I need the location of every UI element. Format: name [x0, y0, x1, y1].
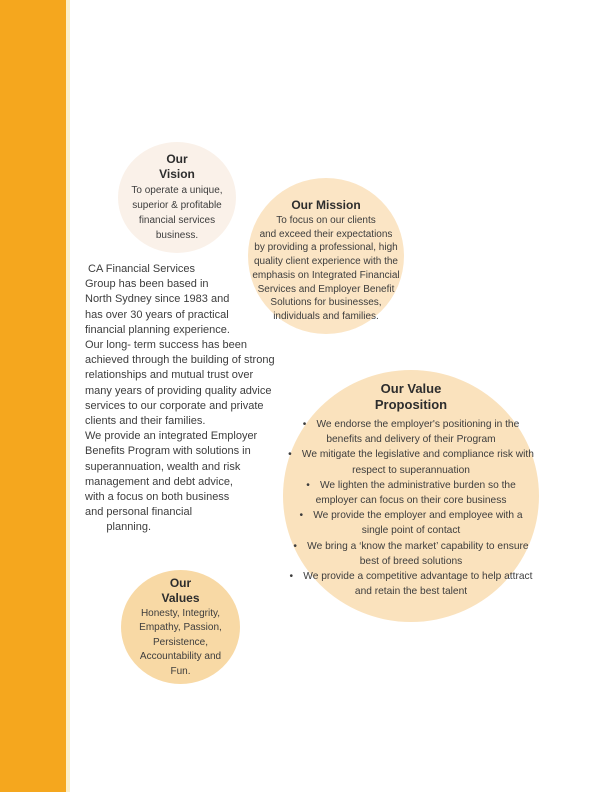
left-accent-bar [0, 0, 66, 792]
value-proposition-circle [283, 370, 539, 622]
values-text: Honesty, Integrity, Empathy, Passion, Persistence, Accountability and Fun. [139, 608, 222, 677]
company-overview-paragraph: CA Financial Services Group has been based in North Sydney since 1983 and has over 30 years of practical financial planning experience. Our long- term success has been achieved through the building of strong relationships and mutual trust over many years of providing quality advice services to our corporate and private clients and their families. We provide an integrated Employer Benefits Program with solutions in superannuation, wealth and risk management and debt advice, with a focus on both business and personal financial planning. [85, 263, 275, 534]
vision-circle [118, 142, 236, 253]
vision-text: To operate a unique, superior & profitable financial services business. [131, 185, 223, 241]
value-prop-bullet-item: • We provide the employer and employee with a single point of contact [299, 510, 523, 537]
value-proposition-title: Our Value Proposition [374, 381, 448, 412]
values-circle [121, 570, 240, 684]
value-prop-bullet-item: • We endorse the employer's positioning in the benefits and delivery of their Program [302, 419, 520, 446]
vision-title: Our Vision [159, 152, 195, 181]
value-prop-bullet-item: • We lighten the administrative burden so the employer can focus on their core business [306, 479, 516, 507]
value-prop-bullet-item: • We provide a competitive advantage to help attract and retain the best talent [289, 571, 533, 598]
value-prop-bullet-item: • We mitigate the legislative and compliance risk with respect to superannuation [288, 449, 534, 476]
values-title: Our Values [161, 576, 200, 605]
mission-title: Our Mission [291, 198, 361, 212]
mission-text: To focus on our clients and exceed their expectations by providing a professional, high quality client experience with the emphasis on Integrated Financial Services and Employer Benefit Solutions for businesses, individuals and families. [252, 215, 400, 322]
value-prop-bullets [288, 417, 534, 599]
value-prop-bullet-item: • We bring a ‘know the market’ capability to ensure best of breed solutions [293, 540, 529, 567]
left-accent-bar-edge [66, 0, 70, 792]
